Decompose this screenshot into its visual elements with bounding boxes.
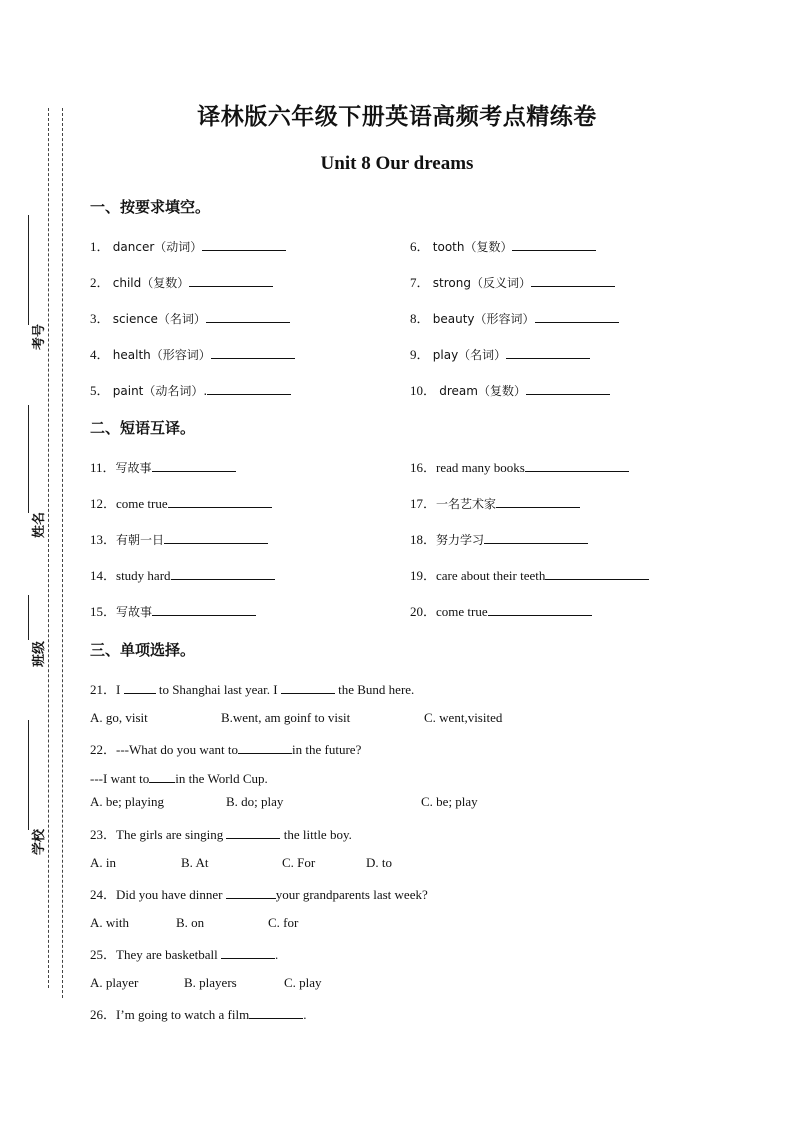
option-b[interactable]: B. At bbox=[181, 855, 209, 870]
school-label: 学校 bbox=[32, 828, 47, 855]
list-item bbox=[410, 529, 588, 548]
option-a[interactable]: A. in bbox=[90, 855, 116, 870]
item-prompt: play（名词） bbox=[432, 348, 507, 362]
item-prompt: come true bbox=[436, 604, 488, 619]
question-text: to Shanghai last year. I bbox=[155, 682, 281, 697]
option-a[interactable]: A. player bbox=[90, 975, 139, 990]
list-item bbox=[90, 344, 295, 363]
item-prompt: 有朝一日 bbox=[116, 533, 165, 547]
question-text: . bbox=[275, 947, 279, 962]
item-prompt: health（形容词） bbox=[112, 348, 211, 362]
class-underline bbox=[28, 595, 29, 640]
answer-blank[interactable] bbox=[226, 886, 276, 899]
item-prompt: 写故事 bbox=[116, 605, 153, 619]
item-prompt: 一名艺术家 bbox=[436, 497, 497, 511]
answer-blank[interactable] bbox=[206, 310, 290, 323]
item-prompt: come true bbox=[116, 496, 168, 511]
answer-blank[interactable] bbox=[189, 274, 273, 287]
item-number: 5． bbox=[90, 383, 110, 398]
question-22 bbox=[90, 739, 361, 758]
answer-blank[interactable] bbox=[488, 603, 592, 616]
option-b[interactable]: B. players bbox=[184, 975, 237, 990]
section3-heading: 三、单项选择。 bbox=[90, 641, 196, 659]
answer-blank[interactable] bbox=[207, 382, 291, 395]
answer-blank[interactable] bbox=[171, 567, 275, 580]
answer-blank[interactable] bbox=[506, 346, 590, 359]
option-b[interactable]: B.went, am goinf to visit bbox=[221, 710, 351, 725]
binding-dashed-line-inner bbox=[62, 108, 63, 998]
section1-heading: 一、按要求填空。 bbox=[90, 198, 211, 216]
answer-blank[interactable] bbox=[496, 495, 580, 508]
exam-number-underline bbox=[28, 215, 29, 325]
unit-subtitle: Unit 8 Our dreams bbox=[320, 153, 474, 174]
option-c[interactable]: C. For bbox=[282, 855, 316, 870]
item-number: 17． bbox=[410, 496, 437, 511]
answer-blank[interactable] bbox=[152, 459, 236, 472]
item-prompt: paint（动名词）. bbox=[112, 384, 208, 398]
option-a[interactable]: A. be; playing bbox=[90, 794, 165, 809]
item-number: 19． bbox=[410, 568, 437, 583]
list-item bbox=[410, 236, 596, 255]
option-a[interactable]: A. with bbox=[90, 915, 129, 930]
class-label: 班级 bbox=[32, 640, 47, 667]
question-26 bbox=[90, 1004, 306, 1023]
item-prompt: strong（反义词） bbox=[432, 276, 531, 290]
item-number: 1． bbox=[90, 239, 110, 254]
question-text: in the future? bbox=[292, 742, 362, 757]
question-text: in the World Cup. bbox=[175, 771, 268, 786]
item-number: 11． bbox=[90, 460, 116, 475]
item-number: 2． bbox=[90, 275, 110, 290]
list-item bbox=[410, 308, 619, 327]
option-c[interactable]: C. went,visited bbox=[424, 710, 503, 725]
list-item bbox=[90, 601, 256, 620]
item-number: 14． bbox=[90, 568, 117, 583]
option-b[interactable]: B. do; play bbox=[226, 794, 284, 809]
answer-blank[interactable] bbox=[545, 567, 649, 580]
question-text: 25．They are basketball bbox=[90, 947, 222, 962]
list-item bbox=[90, 236, 286, 255]
list-item bbox=[410, 272, 615, 291]
item-prompt: child（复数） bbox=[112, 276, 190, 290]
item-prompt: study hard bbox=[116, 568, 171, 583]
question-text: 24．Did you have dinner bbox=[90, 887, 226, 902]
question-text: . bbox=[303, 1007, 307, 1022]
item-number: 20． bbox=[410, 604, 437, 619]
item-prompt: dancer（动词） bbox=[112, 240, 203, 254]
question-text: 26．I’m going to watch a film bbox=[90, 1007, 250, 1022]
answer-blank[interactable] bbox=[149, 770, 175, 783]
page-title: 译林版六年级下册英语高频考点精练卷 bbox=[197, 104, 597, 130]
question-23 bbox=[90, 824, 352, 843]
list-item bbox=[410, 493, 580, 512]
answer-blank[interactable] bbox=[484, 531, 588, 544]
list-item bbox=[410, 380, 610, 399]
list-item bbox=[90, 529, 268, 548]
list-item bbox=[90, 272, 273, 291]
option-d[interactable]: D. to bbox=[366, 855, 392, 870]
item-prompt: 写故事 bbox=[115, 461, 152, 475]
question-text: the little boy. bbox=[280, 827, 352, 842]
answer-blank[interactable] bbox=[202, 238, 286, 251]
question-22-reply bbox=[90, 770, 268, 787]
answer-blank[interactable] bbox=[512, 238, 596, 251]
question-21 bbox=[90, 679, 414, 698]
answer-blank[interactable] bbox=[168, 495, 272, 508]
binding-dashed-line-outer bbox=[48, 108, 49, 988]
list-item bbox=[90, 380, 291, 399]
answer-blank[interactable] bbox=[152, 603, 256, 616]
item-prompt: 努力学习 bbox=[436, 533, 485, 547]
section2-heading: 二、短语互译。 bbox=[90, 419, 196, 437]
item-number: 6． bbox=[410, 239, 430, 254]
exam-number-label: 考号 bbox=[32, 323, 47, 350]
question-text: 23．The girls are singing bbox=[90, 827, 227, 842]
list-item bbox=[90, 493, 272, 512]
answer-blank[interactable] bbox=[281, 681, 335, 694]
item-number: 18． bbox=[410, 532, 437, 547]
list-item bbox=[90, 457, 236, 476]
item-number: 4． bbox=[90, 347, 110, 362]
option-c[interactable]: C. for bbox=[268, 915, 299, 930]
answer-blank[interactable] bbox=[531, 274, 615, 287]
answer-blank[interactable] bbox=[124, 681, 156, 694]
question-text: ---I want to bbox=[90, 771, 150, 786]
item-prompt: beauty（形容词） bbox=[432, 312, 535, 326]
answer-blank[interactable] bbox=[525, 459, 629, 472]
option-a[interactable]: A. go, visit bbox=[90, 710, 148, 725]
name-underline bbox=[28, 405, 29, 513]
option-c[interactable]: C. play bbox=[284, 975, 322, 990]
list-item bbox=[90, 308, 290, 327]
answer-blank[interactable] bbox=[249, 1006, 303, 1019]
question-25 bbox=[90, 944, 278, 963]
item-number: 7． bbox=[410, 275, 430, 290]
item-prompt: care about their teeth bbox=[436, 568, 546, 583]
list-item bbox=[410, 565, 649, 584]
list-item bbox=[410, 601, 592, 620]
answer-blank[interactable] bbox=[164, 531, 268, 544]
question-text: the Bund here. bbox=[334, 682, 415, 697]
option-b[interactable]: B. on bbox=[176, 915, 205, 930]
answer-blank[interactable] bbox=[535, 310, 619, 323]
answer-blank[interactable] bbox=[221, 946, 275, 959]
answer-blank[interactable] bbox=[238, 741, 292, 754]
school-underline bbox=[28, 720, 29, 830]
answer-blank[interactable] bbox=[526, 382, 610, 395]
item-number: 8． bbox=[410, 311, 430, 326]
answer-blank[interactable] bbox=[211, 346, 295, 359]
item-prompt: tooth（复数） bbox=[432, 240, 513, 254]
list-item bbox=[410, 344, 590, 363]
item-number: 13． bbox=[90, 532, 117, 547]
list-item bbox=[410, 457, 629, 476]
item-number: 15． bbox=[90, 604, 117, 619]
question-text: 21．I bbox=[90, 682, 124, 697]
item-number: 10． bbox=[410, 383, 437, 398]
item-number: 16． bbox=[410, 460, 437, 475]
item-number: 3． bbox=[90, 311, 110, 326]
item-prompt: science（名词） bbox=[112, 312, 206, 326]
item-prompt: dream（复数） bbox=[439, 384, 526, 398]
question-text: your grandparents last week? bbox=[275, 887, 428, 902]
question-24 bbox=[90, 884, 428, 903]
answer-blank[interactable] bbox=[226, 826, 280, 839]
option-c[interactable]: C. be; play bbox=[421, 794, 478, 809]
item-number: 12． bbox=[90, 496, 117, 511]
list-item bbox=[90, 565, 275, 584]
item-prompt: read many books bbox=[436, 460, 525, 475]
name-label: 姓名 bbox=[32, 511, 47, 538]
item-number: 9． bbox=[410, 347, 430, 362]
question-text: 22．---What do you want to bbox=[90, 742, 239, 757]
